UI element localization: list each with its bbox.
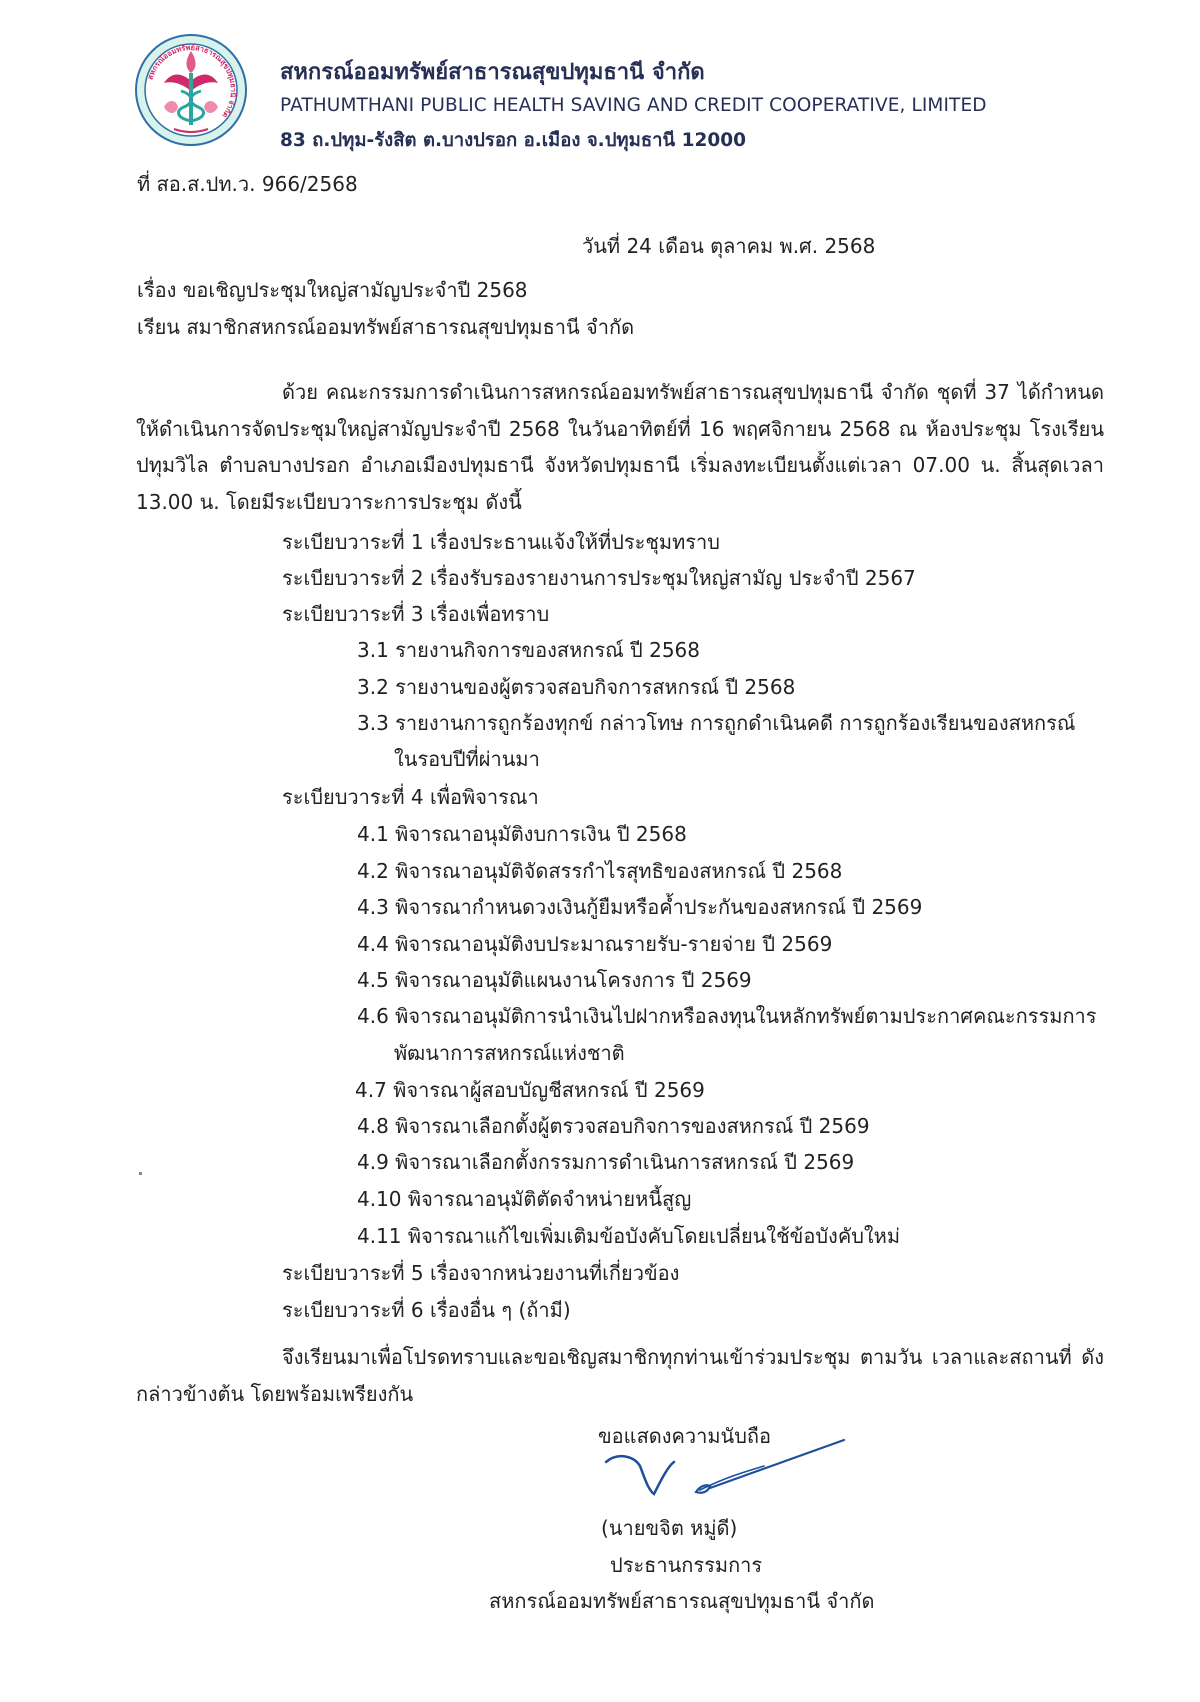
agenda-item-4: ระเบียบวาระที่ 4 เพื่อพิจารณา xyxy=(282,785,539,809)
agenda-item-4-2: 4.2 พิจารณาอนุมัติจัดสรรกำไรสุทธิของสหกรณ์ ปี 2568 xyxy=(357,859,843,883)
signer-name: (นายขจิต หมู่ดี) xyxy=(601,1516,738,1540)
letter-recipient: เรียน สมาชิกสหกรณ์ออมทรัพย์สาธารณสุขปทุมธานี จำกัด xyxy=(137,315,635,339)
agenda-item-4-6: 4.6 พิจารณาอนุมัติการนำเงินไปฝากหรือลงทุนในหลักทรัพย์ตามประกาศคณะกรรมการ xyxy=(357,1004,1097,1028)
closing-regards: ขอแสดงความนับถือ xyxy=(598,1424,772,1448)
agenda-item-4-1: 4.1 พิจารณาอนุมัติงบการเงิน ปี 2568 xyxy=(357,822,687,846)
agenda-item-4-5: 4.5 พิจารณาอนุมัติแผนงานโครงการ ปี 2569 xyxy=(357,968,752,992)
agenda-item-1: ระเบียบวาระที่ 1 เรื่องประธานแจ้งให้ที่ประชุมทราบ xyxy=(282,530,720,554)
agenda-item-3-1: 3.1 รายงานกิจการของสหกรณ์ ปี 2568 xyxy=(357,638,700,662)
reference-number: ที่ สอ.ส.ปท.ว. 966/2568 xyxy=(137,172,358,196)
agenda-item-4-11: 4.11 พิจารณาแก้ไขเพิ่มเติมข้อบังคับโดยเปลี่ยนใช้ข้อบังคับใหม่ xyxy=(357,1224,901,1248)
agenda-item-4-7: 4.7 พิจารณาผู้สอบบัญชีสหกรณ์ ปี 2569 xyxy=(355,1078,705,1102)
agenda-item-4-4: 4.4 พิจารณาอนุมัติงบประมาณรายรับ-รายจ่าย ปี 2569 xyxy=(357,932,833,956)
org-name-english: PATHUMTHANI PUBLIC HEALTH SAVING AND CREDIT COOPERATIVE, LIMITED xyxy=(280,95,987,116)
agenda-item-4-3: 4.3 พิจารณากำหนดวงเงินกู้ยืมหรือค้ำประกันของสหกรณ์ ปี 2569 xyxy=(357,895,923,919)
handwritten-signature xyxy=(604,1436,846,1508)
seal-text: สหกรณ์ออมทรัพย์สาธารณสุขปทุมธานี จำกัด xyxy=(145,42,239,120)
agenda-item-3-3: 3.3 รายงานการถูกร้องทุกข์ กล่าวโทษ การถูกดำเนินคดี การถูกร้องเรียนของสหกรณ์ xyxy=(357,711,1076,735)
agenda-item-5: ระเบียบวาระที่ 5 เรื่องจากหน่วยงานที่เกี่ยวข้อง xyxy=(282,1261,680,1285)
body-text: ด้วย คณะกรรมการดำเนินการสหกรณ์ออมทรัพย์สาธารณสุขปทุมธานี จำกัด ชุดที่ 37 ได้กำหนดให้ดำเนินการจัดประชุมใหญ่สามัญประจำปี 2568 ในวันอาทิตย์ที่ 16 พฤศจิกายน 2568 ณ ห้องประชุม โรงเรียนปทุมวิไล ตำบลบางปรอก อำเภอเมืองปทุมธานี จังหวัดปทุมธานี เริ่มลงทะเบียนตั้งแต่เวลา 07.00 น. สิ้นสุดเวลา 13.00 น. โดยมีระเบียบวาระการประชุม ดังนี้ xyxy=(136,380,1104,514)
signer-organization: สหกรณ์ออมทรัพย์สาธารณสุขปทุมธานี จำกัด xyxy=(489,1589,875,1613)
closing-paragraph xyxy=(136,1339,1104,1413)
signer-title: ประธานกรรมการ xyxy=(610,1553,763,1577)
org-name-thai: สหกรณ์ออมทรัพย์สาธารณสุขปทุมธานี จำกัด xyxy=(280,60,705,85)
agenda-item-4-8: 4.8 พิจารณาเลือกตั้งผู้ตรวจสอบกิจการของสหกรณ์ ปี 2569 xyxy=(357,1114,870,1138)
cooperative-seal-icon xyxy=(134,33,248,147)
org-address: 83 ถ.ปทุม-รังสิต ต.บางปรอก อ.เมือง จ.ปทุมธานี 12000 xyxy=(280,130,746,151)
agenda-item-3-2: 3.2 รายงานของผู้ตรวจสอบกิจการสหกรณ์ ปี 2568 xyxy=(357,675,796,699)
agenda-item-4-10: 4.10 พิจารณาอนุมัติตัดจำหน่ายหนี้สูญ xyxy=(357,1187,692,1211)
agenda-item-3: ระเบียบวาระที่ 3 เรื่องเพื่อทราบ xyxy=(282,602,550,626)
agenda-item-3-3-continued: ในรอบปีที่ผ่านมา xyxy=(394,747,540,771)
agenda-item-4-6-continued: พัฒนาการสหกรณ์แห่งชาติ xyxy=(394,1041,625,1065)
letter-subject: เรื่อง ขอเชิญประชุมใหญ่สามัญประจำปี 2568 xyxy=(137,278,528,302)
letter-date: วันที่ 24 เดือน ตุลาคม พ.ศ. 2568 xyxy=(582,234,876,258)
scan-speck xyxy=(139,1172,142,1175)
closing-text: จึงเรียนมาเพื่อโปรดทราบและขอเชิญสมาชิกทุกท่านเข้าร่วมประชุม ตามวัน เวลาและสถานที่ ดังกล่าวข้างต้น โดยพร้อมเพรียงกัน xyxy=(136,1345,1104,1406)
agenda-item-4-9: 4.9 พิจารณาเลือกตั้งกรรมการดำเนินการสหกรณ์ ปี 2569 xyxy=(357,1150,855,1174)
agenda-item-2: ระเบียบวาระที่ 2 เรื่องรับรองรายงานการประชุมใหญ่สามัญ ประจำปี 2567 xyxy=(282,566,916,590)
agenda-item-6: ระเบียบวาระที่ 6 เรื่องอื่น ๆ (ถ้ามี) xyxy=(282,1298,571,1322)
body-paragraph xyxy=(136,374,1104,520)
